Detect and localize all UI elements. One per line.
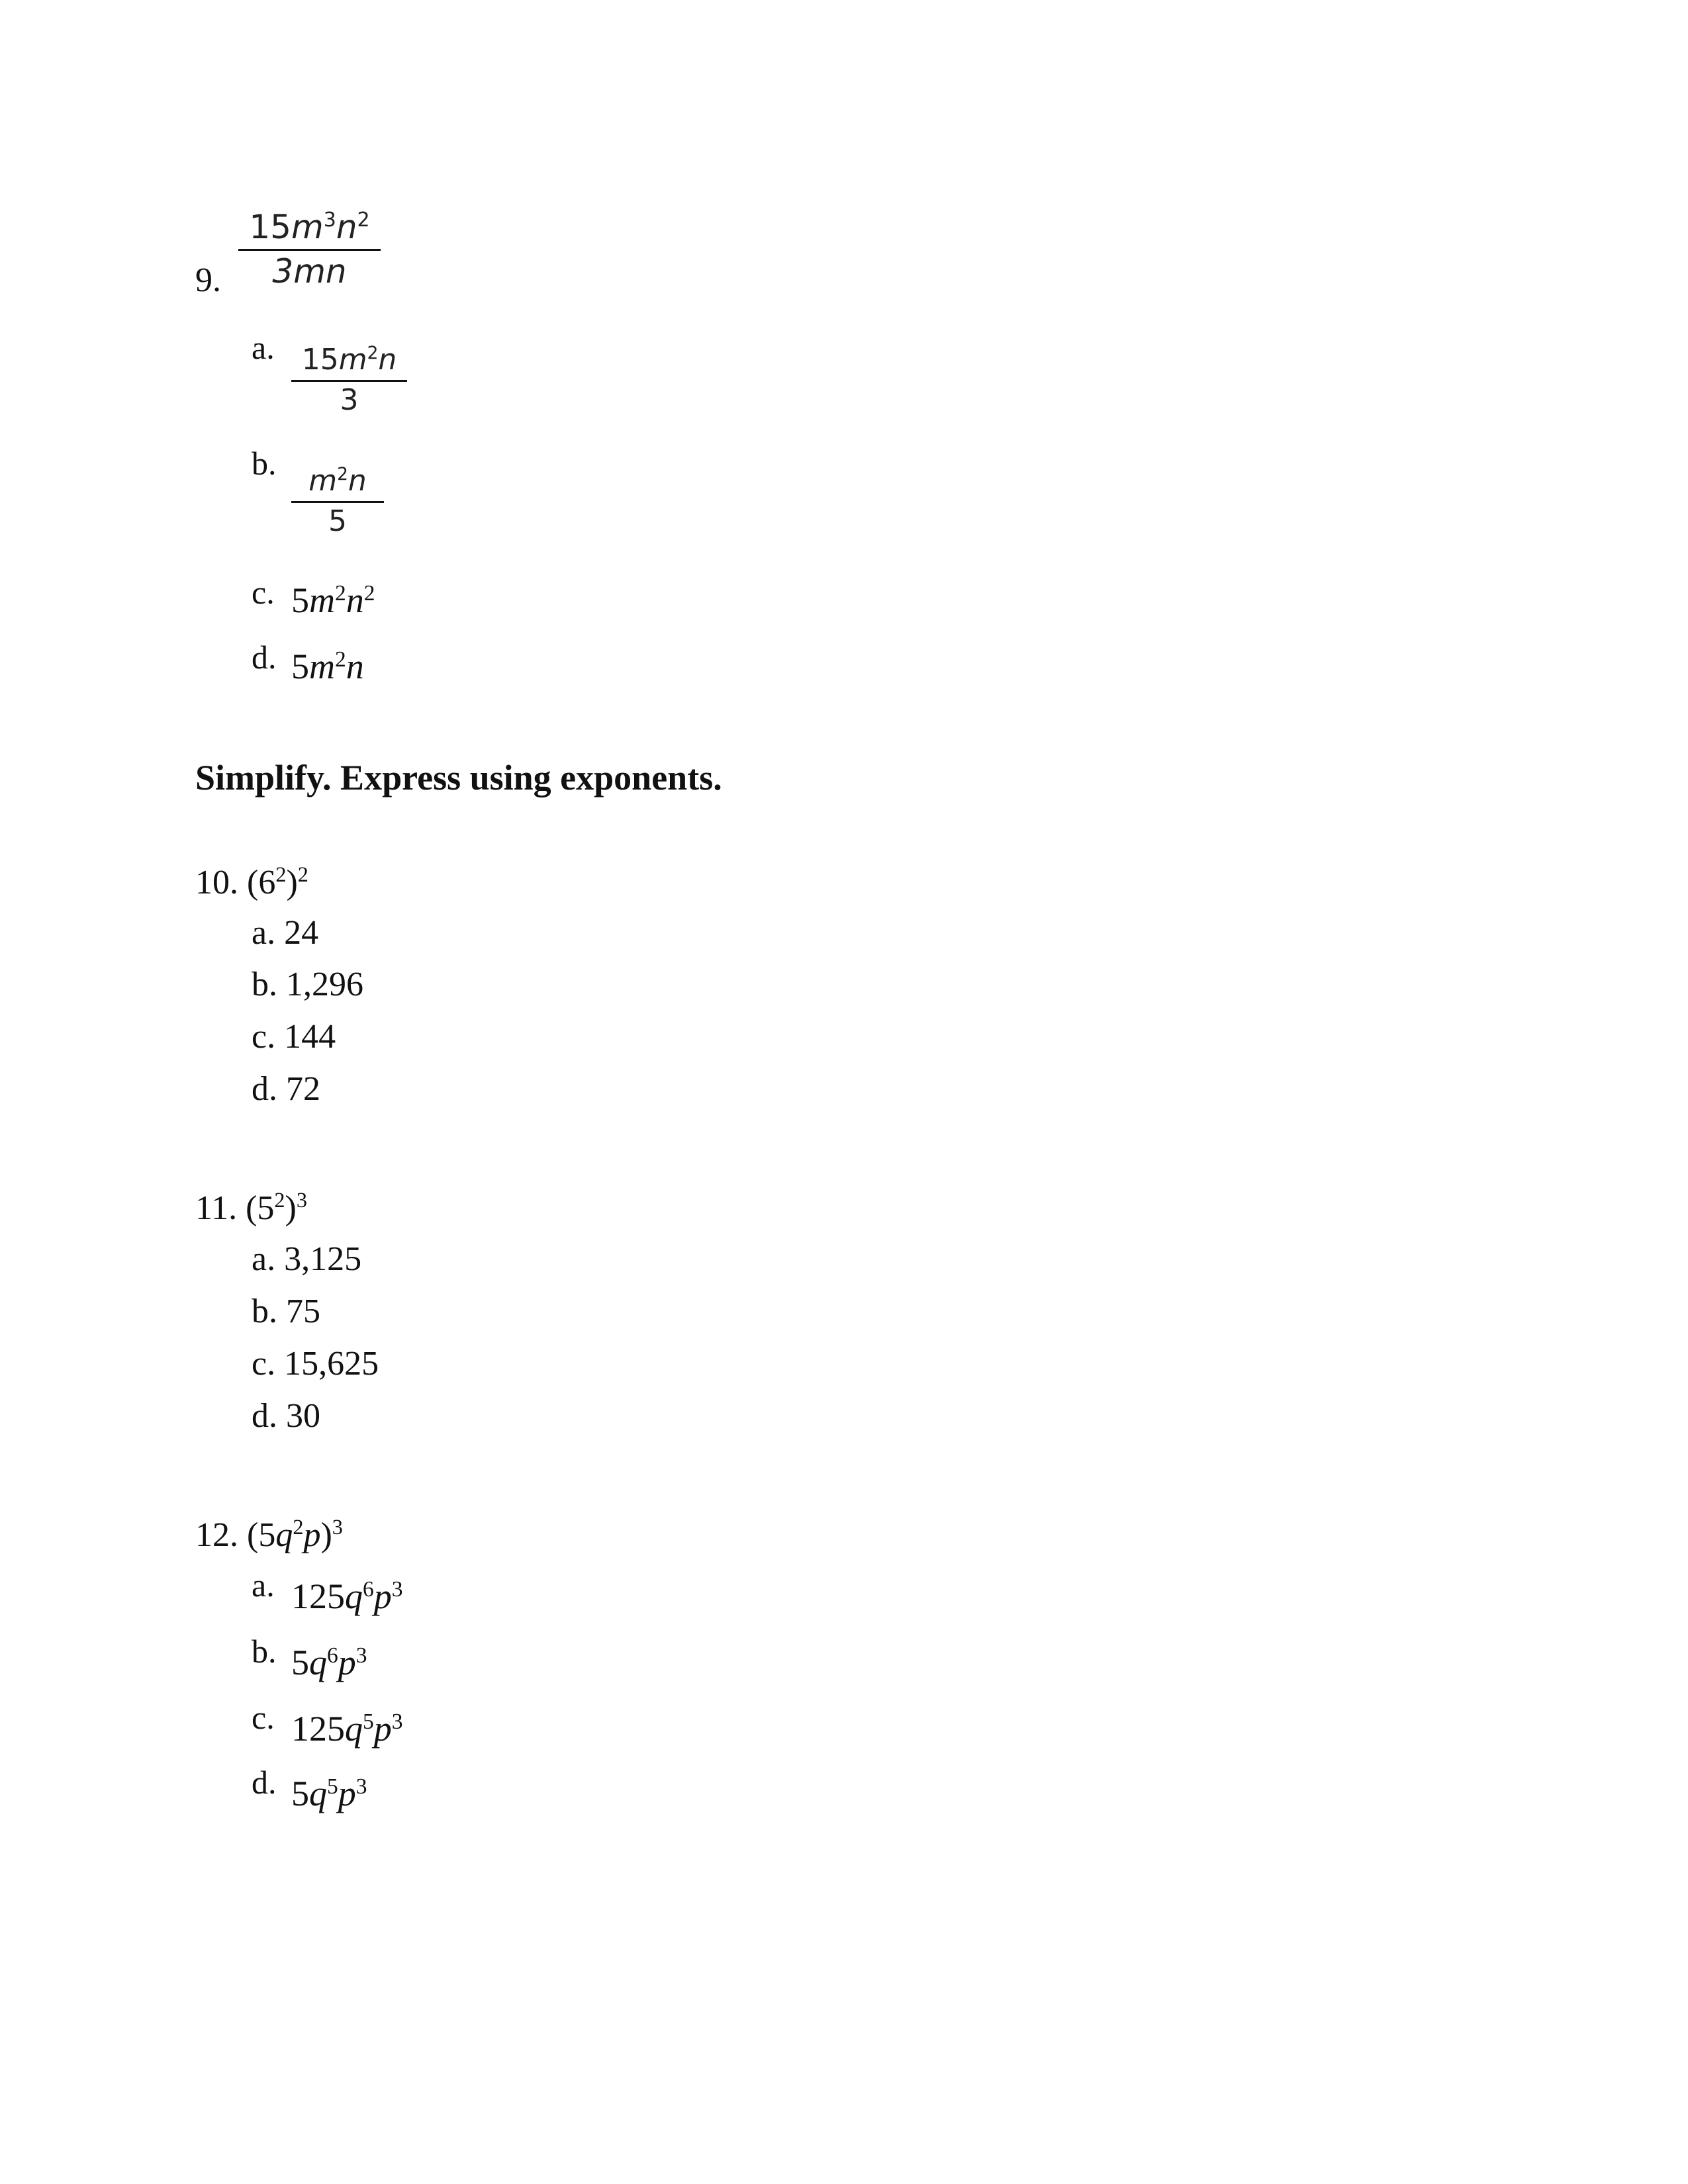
q9-number: 9. bbox=[195, 261, 221, 299]
q9-option-a-fraction-bar bbox=[291, 380, 407, 382]
q9-option-b-numerator: $m^2n$ bbox=[308, 464, 367, 498]
q10-option-c: c. 144 bbox=[252, 1018, 336, 1056]
q12-stem: 12. $(5q^2p)^3$ bbox=[195, 1515, 343, 1554]
q10-stem: 10. $(6^2)^2$ bbox=[195, 862, 308, 901]
q9-option-a-numerator: $15m^2n$ bbox=[301, 343, 397, 377]
q11-number: 11. bbox=[195, 1189, 238, 1227]
q9-option-b-denominator: 5 bbox=[328, 504, 347, 538]
q11-stem: 11. $(5^2)^3$ bbox=[195, 1188, 307, 1227]
q12-option-c-label: c. bbox=[252, 1699, 275, 1736]
q12-option-a-expression: $125q^6p^3$ bbox=[291, 1576, 403, 1616]
q11-option-a: a. 3,125 bbox=[252, 1240, 362, 1278]
q10-option-b: b. 1,296 bbox=[252, 966, 363, 1003]
q9-stem-fraction bbox=[238, 208, 381, 291]
q12-option-b-expression: $5q^6p^3$ bbox=[291, 1643, 367, 1682]
q9-stem-fraction-bar bbox=[238, 249, 381, 251]
q9-option-c-expression: $5m^2n^2$ bbox=[291, 580, 375, 620]
q11-option-c: c. 15,625 bbox=[252, 1345, 379, 1383]
q12-option-b-label: b. bbox=[252, 1633, 277, 1670]
q12-option-c-expression: $125q^5p^3$ bbox=[291, 1709, 403, 1749]
q9-stem-denominator: 3mn bbox=[272, 252, 347, 291]
q9-stem-numerator: $15m^3n^2$ bbox=[249, 208, 370, 246]
q11-option-d: d. 30 bbox=[252, 1397, 320, 1435]
q10-option-a: a. 24 bbox=[252, 914, 319, 952]
q9-option-a-label: a. bbox=[252, 329, 275, 366]
q9-option-b-fraction-bar bbox=[291, 501, 384, 503]
q9-option-d-label: d. bbox=[252, 639, 277, 676]
q9-option-c-label: c. bbox=[252, 574, 275, 611]
q10-option-d: d. 72 bbox=[252, 1070, 320, 1108]
q10-number: 10. bbox=[195, 864, 238, 901]
section-heading: Simplify. Express using exponents. bbox=[195, 758, 722, 797]
q12-option-d-label: d. bbox=[252, 1764, 277, 1801]
q12-option-a-label: a. bbox=[252, 1567, 275, 1604]
q9-option-d-expression: $5m^2n$ bbox=[291, 647, 364, 686]
q9-option-b-label: b. bbox=[252, 445, 277, 482]
q12-number: 12. bbox=[195, 1516, 238, 1554]
q9-option-b-fraction bbox=[291, 464, 384, 538]
q11-option-b: b. 75 bbox=[252, 1293, 320, 1330]
q12-option-d-expression: $5q^5p^3$ bbox=[291, 1774, 367, 1813]
q9-option-a-fraction bbox=[291, 345, 407, 415]
q9-option-a-denominator: 3 bbox=[340, 383, 359, 417]
